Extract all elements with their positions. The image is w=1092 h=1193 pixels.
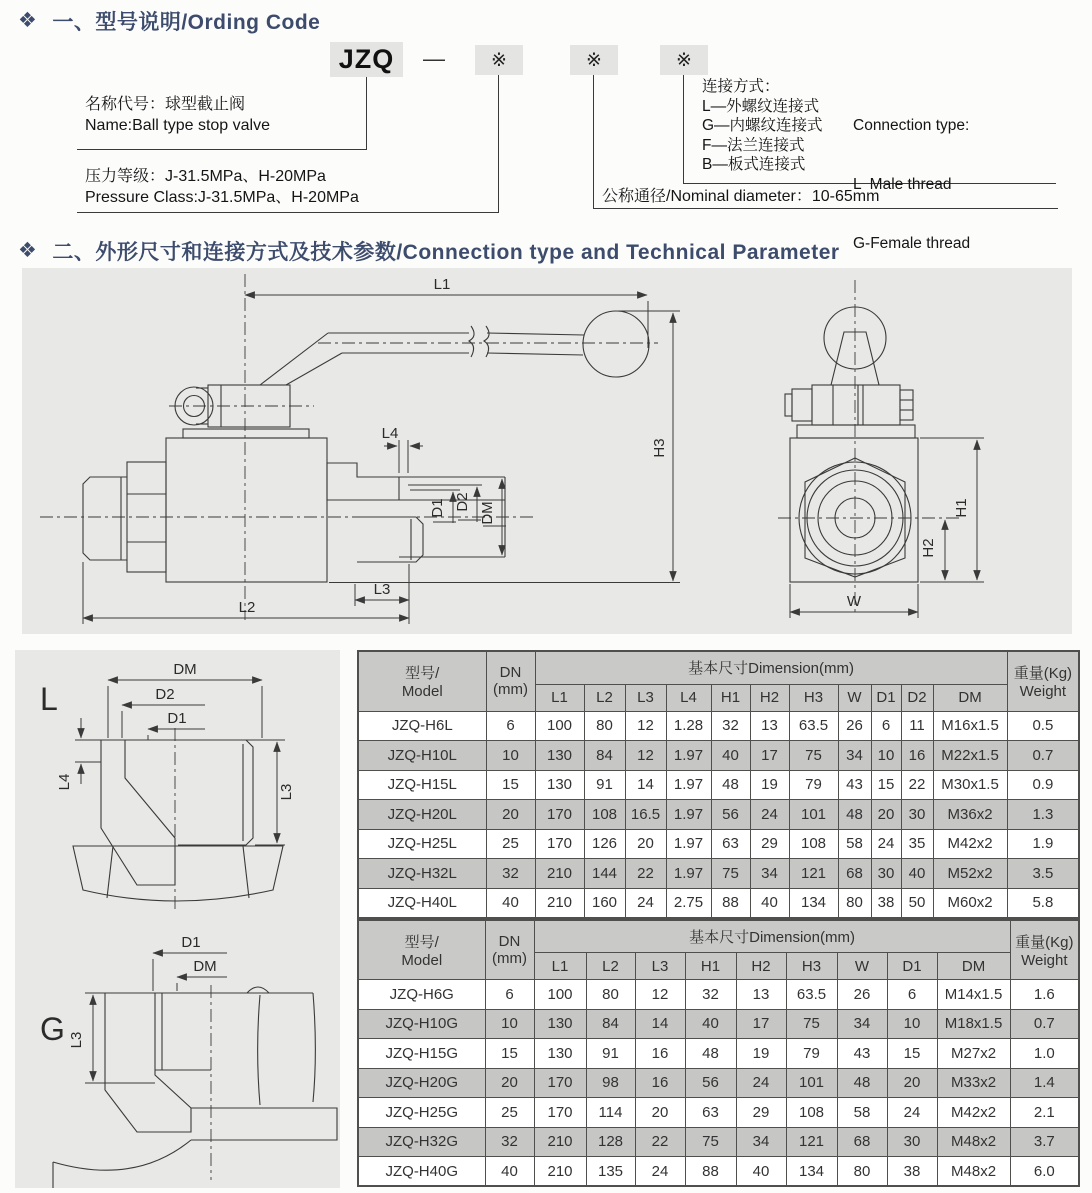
dim-column-header: DM — [937, 953, 1010, 980]
value-cell: 5.8 — [1007, 888, 1079, 918]
value-cell: 0.5 — [1007, 711, 1079, 741]
value-cell: 80 — [584, 711, 625, 741]
table-row — [358, 1068, 1079, 1098]
dim-label-l2: L2 — [238, 599, 256, 616]
dim-column-header: H1 — [685, 953, 736, 980]
value-cell: 25 — [486, 829, 535, 859]
value-cell: M18x1.5 — [937, 1009, 1010, 1039]
dim-label-dm: DM — [479, 501, 496, 525]
dim-label-h1: H1 — [953, 498, 970, 518]
dim-column-header: H3 — [786, 953, 837, 980]
value-cell: 210 — [535, 888, 584, 918]
value-cell: 48 — [837, 1068, 887, 1098]
value-cell: 43 — [838, 770, 871, 800]
table-row — [358, 1009, 1079, 1039]
dim-column-header: L4 — [666, 684, 711, 711]
value-cell: 101 — [786, 1068, 837, 1098]
model-cell: JZQ-H6L — [358, 711, 486, 741]
weight-column-header: 重量(Kg) Weight — [1010, 920, 1079, 980]
model-cell: JZQ-H10L — [358, 741, 486, 771]
main-drawing-panel — [22, 268, 1072, 634]
dim-column-header: L1 — [535, 684, 584, 711]
value-cell: M52x2 — [933, 859, 1007, 889]
value-cell: 68 — [837, 1127, 887, 1157]
dim-column-header: L2 — [584, 684, 625, 711]
value-cell: 88 — [685, 1157, 736, 1187]
value-cell: 29 — [750, 829, 789, 859]
value-cell: 121 — [786, 1127, 837, 1157]
code-separator: — — [423, 46, 445, 71]
model-cell: JZQ-H25L — [358, 829, 486, 859]
value-cell: 22 — [901, 770, 933, 800]
value-cell: 170 — [534, 1068, 586, 1098]
model-cell: JZQ-H15L — [358, 770, 486, 800]
value-cell: 63 — [685, 1098, 736, 1128]
value-cell: M36x2 — [933, 800, 1007, 830]
value-cell: 17 — [736, 1009, 786, 1039]
value-cell: 80 — [586, 980, 635, 1010]
value-cell: 144 — [584, 859, 625, 889]
leader-line — [593, 208, 1058, 209]
table-row — [358, 800, 1079, 830]
value-cell: M48x2 — [937, 1127, 1010, 1157]
value-cell: 91 — [584, 770, 625, 800]
value-cell: 75 — [685, 1127, 736, 1157]
table-row — [358, 888, 1079, 918]
table-row — [358, 980, 1079, 1010]
dim-column-header: L3 — [635, 953, 685, 980]
name-zh: 名称代号：球型截止阀 — [85, 96, 246, 113]
value-cell: 10 — [887, 1009, 937, 1039]
value-cell: 12 — [635, 980, 685, 1010]
value-cell: 68 — [838, 859, 871, 889]
leader-line — [683, 75, 684, 183]
pressure-annotation — [85, 166, 359, 208]
value-cell: 20 — [635, 1098, 685, 1128]
dimension-group-header: 基本尺寸Dimension(mm) — [535, 651, 1007, 684]
value-cell: M22x1.5 — [933, 741, 1007, 771]
value-cell: 10 — [485, 1009, 534, 1039]
value-cell: 16.5 — [625, 800, 666, 830]
value-cell: 63.5 — [786, 980, 837, 1010]
value-cell: 98 — [586, 1068, 635, 1098]
dn-column-header: DN (mm) — [485, 920, 534, 980]
model-cell: JZQ-H20G — [358, 1068, 485, 1098]
value-cell: 56 — [711, 800, 750, 830]
value-cell: 1.0 — [1010, 1039, 1079, 1069]
connection-type-zh-list: 连接方式： L—外螺纹连接式 G—内螺纹连接式 F—法兰连接式 B—板式连接式 — [702, 78, 823, 174]
value-cell: 34 — [837, 1009, 887, 1039]
model-column-header: 型号/ Model — [358, 651, 486, 711]
name-annotation — [85, 94, 270, 136]
dim-label-d1: D1 — [181, 934, 201, 951]
model-cell: JZQ-H40L — [358, 888, 486, 918]
placeholder-box-1: ※ — [475, 45, 523, 75]
value-cell: 13 — [736, 980, 786, 1010]
value-cell: 11 — [901, 711, 933, 741]
value-cell: 40 — [736, 1157, 786, 1187]
value-cell: 1.9 — [1007, 829, 1079, 859]
section2-title: 二、外形尺寸和连接方式及技术参数/Connection type and Technical Parameter — [52, 241, 840, 264]
dn-column-header: DN (mm) — [486, 651, 535, 711]
dim-label-d1: D1 — [429, 498, 446, 518]
value-cell: M33x2 — [937, 1068, 1010, 1098]
value-cell: 20 — [485, 1068, 534, 1098]
dim-column-header: W — [837, 953, 887, 980]
value-cell: 40 — [711, 741, 750, 771]
g-detail-title: G — [40, 1011, 65, 1047]
value-cell: 63 — [711, 829, 750, 859]
model-column-header: 型号/ Model — [358, 920, 485, 980]
value-cell: 48 — [685, 1039, 736, 1069]
value-cell: 170 — [535, 829, 584, 859]
table-row — [358, 1098, 1079, 1128]
value-cell: 1.97 — [666, 800, 711, 830]
value-cell: 22 — [635, 1127, 685, 1157]
dim-column-header: H2 — [750, 684, 789, 711]
value-cell: 24 — [736, 1068, 786, 1098]
g-detail-drawing — [40, 934, 337, 1188]
value-cell: 130 — [535, 741, 584, 771]
value-cell: 20 — [625, 829, 666, 859]
value-cell: 80 — [838, 888, 871, 918]
value-cell: 10 — [486, 741, 535, 771]
dim-column-header: L1 — [534, 953, 586, 980]
leader-line — [77, 212, 499, 213]
pressure-zh: 压力等级：J-31.5MPa、H-20MPa — [85, 168, 326, 185]
diamond-icon: ❖ — [18, 8, 38, 32]
dim-column-header: D2 — [901, 684, 933, 711]
side-view — [40, 274, 680, 624]
value-cell: 35 — [901, 829, 933, 859]
value-cell: 79 — [786, 1039, 837, 1069]
l-detail-title: L — [40, 681, 58, 717]
value-cell: 30 — [887, 1127, 937, 1157]
value-cell: 108 — [584, 800, 625, 830]
value-cell: 10 — [871, 741, 901, 771]
value-cell: 210 — [534, 1127, 586, 1157]
dim-label-h3: H3 — [651, 438, 668, 458]
section2-header — [18, 236, 840, 266]
value-cell: M42x2 — [937, 1098, 1010, 1128]
value-cell: 15 — [485, 1039, 534, 1069]
value-cell: 24 — [635, 1157, 685, 1187]
value-cell: 75 — [711, 859, 750, 889]
value-cell: 1.4 — [1010, 1068, 1079, 1098]
value-cell: 1.97 — [666, 859, 711, 889]
value-cell: 101 — [789, 800, 838, 830]
dim-column-header: H1 — [711, 684, 750, 711]
value-cell: 24 — [625, 888, 666, 918]
value-cell: 15 — [871, 770, 901, 800]
dim-column-header: D1 — [871, 684, 901, 711]
leader-line — [366, 77, 367, 149]
weight-column-header: 重量(Kg) Weight — [1007, 651, 1079, 711]
value-cell: 84 — [584, 741, 625, 771]
section1-title: 一、型号说明/Ording Code — [52, 11, 321, 34]
diamond-icon: ❖ — [18, 238, 38, 262]
value-cell: 75 — [786, 1009, 837, 1039]
value-cell: 58 — [838, 829, 871, 859]
value-cell: 160 — [584, 888, 625, 918]
value-cell: 88 — [711, 888, 750, 918]
dim-label-l4: L4 — [381, 425, 399, 442]
model-cell: JZQ-H25G — [358, 1098, 485, 1128]
dimension-tables — [357, 650, 1079, 1187]
value-cell: 40 — [750, 888, 789, 918]
leader-line — [593, 75, 594, 208]
dim-column-header: L2 — [586, 953, 635, 980]
table-row — [358, 859, 1079, 889]
value-cell: 1.97 — [666, 741, 711, 771]
value-cell: 24 — [871, 829, 901, 859]
value-cell: 34 — [838, 741, 871, 771]
value-cell: 6 — [887, 980, 937, 1010]
value-cell: 22 — [625, 859, 666, 889]
model-cell: JZQ-H15G — [358, 1039, 485, 1069]
value-cell: 16 — [635, 1039, 685, 1069]
dimension-table-l — [357, 650, 1080, 919]
dim-label-l3: L3 — [373, 581, 391, 598]
value-cell: 130 — [534, 1009, 586, 1039]
value-cell: 24 — [750, 800, 789, 830]
table-row — [358, 1039, 1079, 1069]
dim-label-l3: L3 — [68, 1031, 85, 1049]
leader-line — [77, 149, 367, 150]
value-cell: 40 — [486, 888, 535, 918]
value-cell: 170 — [534, 1098, 586, 1128]
value-cell: 34 — [736, 1127, 786, 1157]
value-cell: 100 — [535, 711, 584, 741]
value-cell: 56 — [685, 1068, 736, 1098]
value-cell: 20 — [887, 1068, 937, 1098]
value-cell: 1.3 — [1007, 800, 1079, 830]
value-cell: 170 — [535, 800, 584, 830]
value-cell: 108 — [786, 1098, 837, 1128]
value-cell: M27x2 — [937, 1039, 1010, 1069]
value-cell: 29 — [736, 1098, 786, 1128]
dim-column-header: L3 — [625, 684, 666, 711]
dim-label-h2: H2 — [920, 538, 937, 558]
model-cell: JZQ-H32G — [358, 1127, 485, 1157]
dimension-table-g — [357, 919, 1080, 1188]
value-cell: 6 — [486, 711, 535, 741]
name-en: Name:Ball type stop valve — [85, 117, 270, 134]
value-cell: M30x1.5 — [933, 770, 1007, 800]
value-cell: 19 — [736, 1039, 786, 1069]
value-cell: 0.7 — [1010, 1009, 1079, 1039]
dim-column-header: H3 — [789, 684, 838, 711]
value-cell: 58 — [837, 1098, 887, 1128]
value-cell: 48 — [838, 800, 871, 830]
model-code-box: JZQ — [330, 42, 403, 77]
value-cell: 12 — [625, 711, 666, 741]
dim-label-l4: L4 — [56, 773, 73, 791]
ordering-code-diagram — [0, 0, 1092, 252]
table-row — [358, 829, 1079, 859]
pressure-en: Pressure Class:J-31.5MPa、H-20MPa — [85, 189, 359, 206]
table-row — [358, 1157, 1079, 1187]
nominal-diameter-annotation: 公称通径/Nominal diameter：10-65mm — [602, 188, 880, 205]
value-cell: 32 — [486, 859, 535, 889]
value-cell: 32 — [485, 1127, 534, 1157]
value-cell: 12 — [625, 741, 666, 771]
value-cell: 6.0 — [1010, 1157, 1079, 1187]
value-cell: 17 — [750, 741, 789, 771]
value-cell: 134 — [789, 888, 838, 918]
value-cell: 16 — [635, 1068, 685, 1098]
value-cell: 0.9 — [1007, 770, 1079, 800]
value-cell: 48 — [711, 770, 750, 800]
value-cell: 32 — [711, 711, 750, 741]
value-cell: 91 — [586, 1039, 635, 1069]
table-row — [358, 770, 1079, 800]
value-cell: 14 — [635, 1009, 685, 1039]
value-cell: 38 — [887, 1157, 937, 1187]
value-cell: 43 — [837, 1039, 887, 1069]
value-cell: 210 — [535, 859, 584, 889]
dim-label-d1: D1 — [167, 710, 187, 727]
value-cell: 20 — [486, 800, 535, 830]
value-cell: 15 — [486, 770, 535, 800]
dimension-group-header: 基本尺寸Dimension(mm) — [534, 920, 1010, 953]
value-cell: 26 — [837, 980, 887, 1010]
value-cell: 19 — [750, 770, 789, 800]
dim-column-header: W — [838, 684, 871, 711]
value-cell: 2.75 — [666, 888, 711, 918]
value-cell: 20 — [871, 800, 901, 830]
value-cell: 84 — [586, 1009, 635, 1039]
value-cell: M16x1.5 — [933, 711, 1007, 741]
dim-label-dm: DM — [173, 661, 197, 678]
value-cell: 0.7 — [1007, 741, 1079, 771]
value-cell: 40 — [901, 859, 933, 889]
value-cell: 15 — [887, 1039, 937, 1069]
value-cell: 210 — [534, 1157, 586, 1187]
table-row — [358, 741, 1079, 771]
value-cell: 130 — [535, 770, 584, 800]
leader-line — [498, 75, 499, 212]
value-cell: M48x2 — [937, 1157, 1010, 1187]
dim-column-header: H2 — [736, 953, 786, 980]
dim-label-w: W — [846, 593, 862, 610]
table-row — [358, 711, 1079, 741]
value-cell: 126 — [584, 829, 625, 859]
value-cell: 108 — [789, 829, 838, 859]
dim-label-l1: L1 — [433, 276, 451, 293]
model-cell: JZQ-H6G — [358, 980, 485, 1010]
model-cell: JZQ-H20L — [358, 800, 486, 830]
value-cell: M60x2 — [933, 888, 1007, 918]
value-cell: 30 — [871, 859, 901, 889]
model-cell: JZQ-H40G — [358, 1157, 485, 1187]
value-cell: 75 — [789, 741, 838, 771]
value-cell: 14 — [625, 770, 666, 800]
value-cell: 34 — [750, 859, 789, 889]
value-cell: 40 — [485, 1157, 534, 1187]
model-cell: JZQ-H10G — [358, 1009, 485, 1039]
l-and-g-detail-drawing — [15, 650, 340, 1188]
value-cell: 3.7 — [1010, 1127, 1079, 1157]
dim-label-d2: D2 — [454, 492, 471, 512]
thread-detail-panel — [15, 650, 340, 1188]
value-cell: 128 — [586, 1127, 635, 1157]
value-cell: 100 — [534, 980, 586, 1010]
value-cell: 63.5 — [789, 711, 838, 741]
value-cell: 3.5 — [1007, 859, 1079, 889]
value-cell: 25 — [485, 1098, 534, 1128]
dim-column-header: DM — [933, 684, 1007, 711]
value-cell: 80 — [837, 1157, 887, 1187]
value-cell: 26 — [838, 711, 871, 741]
value-cell: 32 — [685, 980, 736, 1010]
value-cell: 50 — [901, 888, 933, 918]
value-cell: 79 — [789, 770, 838, 800]
value-cell: M42x2 — [933, 829, 1007, 859]
value-cell: M14x1.5 — [937, 980, 1010, 1010]
connection-type-en-list: Connection type: L Male thread G-Female thread — [853, 117, 971, 252]
value-cell: 6 — [485, 980, 534, 1010]
value-cell: 40 — [685, 1009, 736, 1039]
value-cell: 1.97 — [666, 829, 711, 859]
table-row — [358, 1127, 1079, 1157]
dim-label-dm: DM — [193, 958, 217, 975]
dim-label-l3: L3 — [278, 783, 295, 801]
value-cell: 24 — [887, 1098, 937, 1128]
value-cell: 134 — [786, 1157, 837, 1187]
valve-side-and-front-view-drawing — [22, 268, 1072, 634]
value-cell: 121 — [789, 859, 838, 889]
value-cell: 13 — [750, 711, 789, 741]
value-cell: 38 — [871, 888, 901, 918]
value-cell: 1.28 — [666, 711, 711, 741]
placeholder-box-2: ※ — [570, 45, 618, 75]
value-cell: 1.97 — [666, 770, 711, 800]
value-cell: 30 — [901, 800, 933, 830]
value-cell: 1.6 — [1010, 980, 1079, 1010]
value-cell: 16 — [901, 741, 933, 771]
dim-label-d2: D2 — [155, 686, 175, 703]
value-cell: 2.1 — [1010, 1098, 1079, 1128]
value-cell: 114 — [586, 1098, 635, 1128]
model-cell: JZQ-H32L — [358, 859, 486, 889]
l-detail-drawing — [40, 661, 295, 912]
value-cell: 130 — [534, 1039, 586, 1069]
value-cell: 135 — [586, 1157, 635, 1187]
value-cell: 6 — [871, 711, 901, 741]
dim-column-header: D1 — [887, 953, 937, 980]
placeholder-box-3: ※ — [660, 45, 708, 75]
front-view — [778, 280, 984, 618]
